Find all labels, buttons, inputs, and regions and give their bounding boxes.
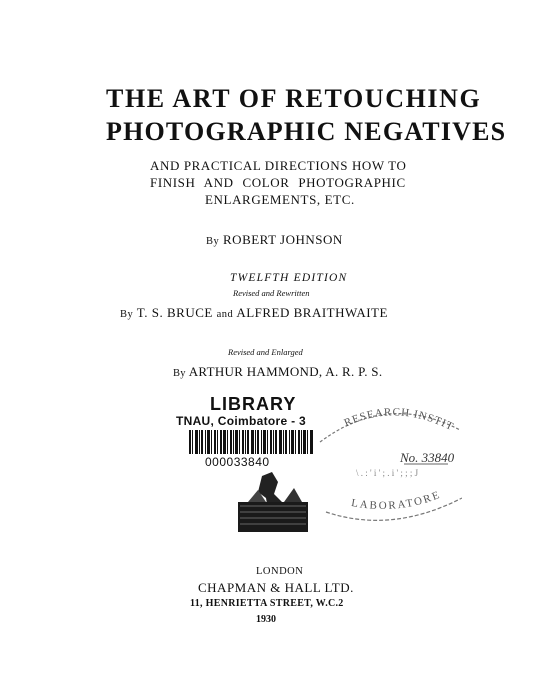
imprint-publisher: CHAPMAN & HALL LTD.	[198, 580, 354, 595]
revisers-line	[120, 305, 388, 321]
revisers-and: and	[216, 309, 234, 320]
svg-text:LABORATORE	[350, 489, 442, 512]
reviser-2-name: ALFRED BRAITHWAITE	[236, 305, 388, 320]
subtitle-line-1: AND PRACTICAL DIRECTIONS HOW TO	[150, 158, 407, 173]
emblem-icon	[228, 472, 318, 532]
library-stamp-title: LIBRARY	[210, 394, 297, 414]
author-name: ROBERT JOHNSON	[223, 232, 343, 247]
library-stamp-location: TNAU, Coimbatore - 3	[176, 414, 307, 428]
reviser-1-name: T. S. BRUCE	[136, 305, 213, 320]
book-title-line-2: PHOTOGRAPHIC NEGATIVES	[106, 117, 507, 146]
seal-bottom-text: LABORATORE	[350, 488, 443, 512]
book-title-line-1: THE ART OF RETOUCHING	[106, 84, 482, 113]
svg-text:\ . : ' i ' ; . i ' ; ; ; J: \ . : ' i ' ; . i ' ; ; ; J	[356, 468, 419, 478]
enlarger-line	[173, 364, 382, 380]
subtitle-line-3: ENLARGEMENTS, ETC.	[205, 192, 355, 207]
imprint-city: LONDON	[256, 566, 304, 577]
revised-enlarged-note: Revised and Enlarged	[228, 347, 303, 357]
seal-top-text: RESEARCH INSTIT	[342, 406, 456, 434]
svg-text:RESEARCH INSTIT	[342, 406, 455, 433]
subtitle-line-2: FINISH AND COLOR PHOTOGRAPHIC	[150, 175, 406, 190]
author-line	[206, 232, 343, 248]
seal-stamp-icon	[312, 400, 462, 530]
revisers-by: By	[120, 309, 134, 320]
enlarger-by: By	[173, 368, 186, 379]
imprint-address: 11, HENRIETTA STREET, W.C.2	[190, 598, 344, 609]
enlarger-name: ARTHUR HAMMOND, A. R. P. S.	[188, 364, 383, 379]
imprint-year: 1930	[256, 614, 276, 625]
edition-label: TWELFTH EDITION	[230, 272, 348, 284]
seal-number: No. 33840	[400, 450, 455, 465]
revised-rewritten-note: Revised and Rewritten	[233, 288, 310, 298]
barcode-number: 000033840	[205, 455, 270, 469]
barcode-icon	[189, 430, 313, 454]
author-by: By	[206, 236, 220, 247]
